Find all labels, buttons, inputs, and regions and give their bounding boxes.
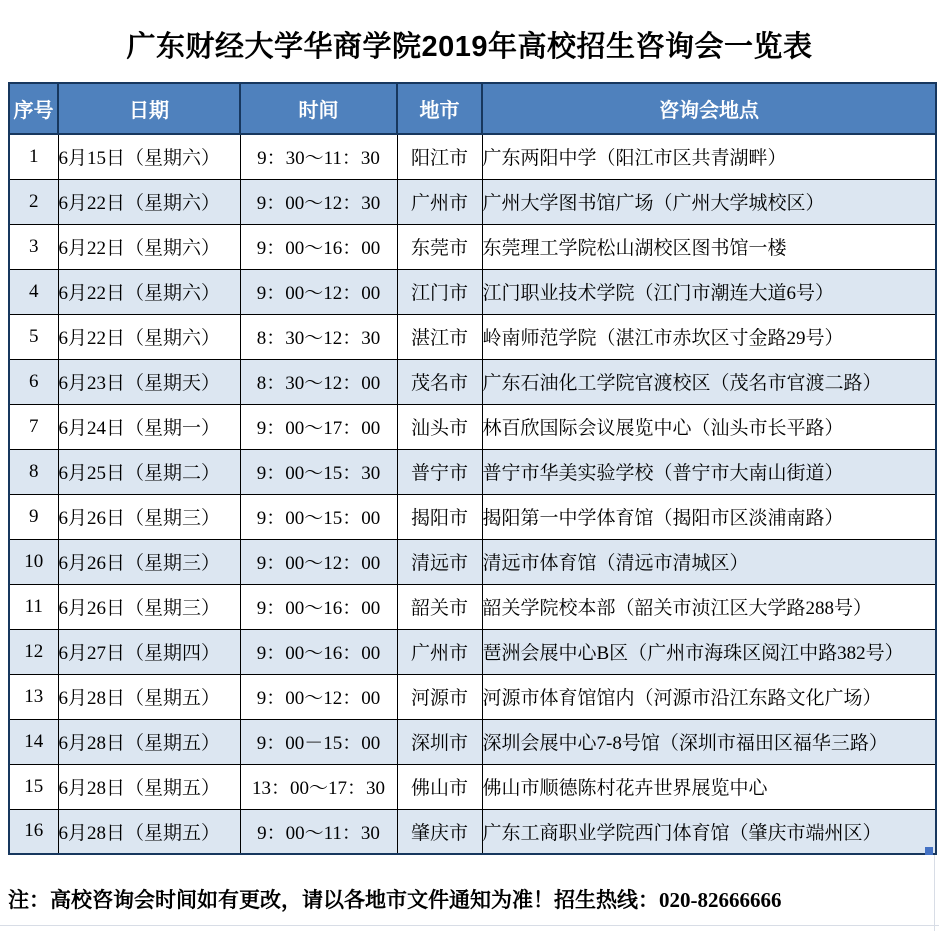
cell-location: 清远市体育馆（清远市清城区） (482, 539, 936, 584)
table-row (9, 584, 936, 629)
cell-index: 10 (9, 539, 58, 584)
cell-time: 9：00～15：30 (240, 449, 397, 494)
cell-location: 广东石油化工学院官渡校区（茂名市官渡二路） (482, 359, 936, 404)
cell-time: 9：00～15：00 (240, 494, 397, 539)
cell-date: 6月25日（星期二） (58, 449, 240, 494)
cell-location: 林百欣国际会议展览中心（汕头市长平路） (482, 404, 936, 449)
cell-location: 广州大学图书馆广场（广州大学城校区） (482, 179, 936, 224)
cell-date: 6月24日（星期一） (58, 404, 240, 449)
cell-city: 佛山市 (397, 764, 482, 809)
cell-date: 6月15日（星期六） (58, 134, 240, 179)
table-row (9, 674, 936, 719)
table-row (9, 719, 936, 764)
table-row (9, 224, 936, 269)
cell-city: 清远市 (397, 539, 482, 584)
cell-time: 9：00～12：00 (240, 539, 397, 584)
cell-index: 13 (9, 674, 58, 719)
cell-index: 3 (9, 224, 58, 269)
cell-city: 河源市 (397, 674, 482, 719)
cell-index: 4 (9, 269, 58, 314)
table-row (9, 809, 936, 854)
cell-index: 8 (9, 449, 58, 494)
cell-date: 6月22日（星期六） (58, 314, 240, 359)
cell-time: 8：30～12：00 (240, 359, 397, 404)
table-row (9, 179, 936, 224)
column-header-index: 序号 (9, 83, 58, 134)
cell-location: 普宁市华美实验学校（普宁市大南山街道） (482, 449, 936, 494)
table-body (9, 134, 936, 854)
table-row (9, 539, 936, 584)
cell-date: 6月22日（星期六） (58, 179, 240, 224)
cell-date: 6月22日（星期六） (58, 269, 240, 314)
cell-location: 琶洲会展中心B区（广州市海珠区阅江中路382号） (482, 629, 936, 674)
page-title: 广东财经大学华商学院2019年高校招生咨询会一览表 (126, 31, 813, 63)
cell-city: 江门市 (397, 269, 482, 314)
cell-city: 湛江市 (397, 314, 482, 359)
cell-location: 广东两阳中学（阳江市区共青湖畔） (482, 134, 936, 179)
cell-time: 9：00～12：00 (240, 674, 397, 719)
cell-time: 9：00～11：30 (240, 809, 397, 854)
cell-city: 东莞市 (397, 224, 482, 269)
cell-location: 韶关学院校本部（韶关市浈江区大学路288号） (482, 584, 936, 629)
cell-index: 2 (9, 179, 58, 224)
cell-location: 深圳会展中心7-8号馆（深圳市福田区福华三路） (482, 719, 936, 764)
cell-time: 9：30～11：30 (240, 134, 397, 179)
table-row (9, 359, 936, 404)
cell-date: 6月26日（星期三） (58, 494, 240, 539)
table-row (9, 404, 936, 449)
spreadsheet-gridline-horizontal (0, 925, 939, 926)
cell-city: 茂名市 (397, 359, 482, 404)
cell-date: 6月27日（星期四） (58, 629, 240, 674)
table-row (9, 449, 936, 494)
cell-index: 6 (9, 359, 58, 404)
cell-date: 6月23日（星期天） (58, 359, 240, 404)
column-header-date: 日期 (58, 83, 240, 134)
cell-city: 韶关市 (397, 584, 482, 629)
schedule-table-wrap (8, 82, 937, 855)
table-row (9, 269, 936, 314)
cell-city: 普宁市 (397, 449, 482, 494)
cell-date: 6月28日（星期五） (58, 674, 240, 719)
cell-date: 6月28日（星期五） (58, 809, 240, 854)
table-row (9, 494, 936, 539)
cell-date: 6月26日（星期三） (58, 584, 240, 629)
footer-note: 注：高校咨询会时间如有更改，请以各地市文件通知为准！招生热线：020-82666666 (8, 888, 782, 912)
cell-index: 9 (9, 494, 58, 539)
cell-time: 13：00～17：30 (240, 764, 397, 809)
cell-location: 佛山市顺德陈村花卉世界展览中心 (482, 764, 936, 809)
cell-location: 江门职业技术学院（江门市潮连大道6号） (482, 269, 936, 314)
table-row (9, 134, 936, 179)
cell-date: 6月26日（星期三） (58, 539, 240, 584)
column-header-time: 时间 (240, 83, 397, 134)
cell-time: 9：00－15：00 (240, 719, 397, 764)
cell-city: 广州市 (397, 629, 482, 674)
cell-city: 阳江市 (397, 134, 482, 179)
cell-city: 肇庆市 (397, 809, 482, 854)
spreadsheet-gridline-vertical (934, 855, 935, 931)
cell-time: 9：00～12：00 (240, 269, 397, 314)
cell-time: 9：00～17：00 (240, 404, 397, 449)
cell-time: 9：00～16：00 (240, 584, 397, 629)
cell-city: 揭阳市 (397, 494, 482, 539)
cell-location: 东莞理工学院松山湖校区图书馆一楼 (482, 224, 936, 269)
cell-index: 12 (9, 629, 58, 674)
cell-index: 11 (9, 584, 58, 629)
cell-city: 深圳市 (397, 719, 482, 764)
cell-location: 揭阳第一中学体育馆（揭阳市区淡浦南路） (482, 494, 936, 539)
table-row (9, 764, 936, 809)
cell-date: 6月28日（星期五） (58, 764, 240, 809)
column-header-city: 地市 (397, 83, 482, 134)
cell-location: 广东工商职业学院西门体育馆（肇庆市端州区） (482, 809, 936, 854)
cell-city: 广州市 (397, 179, 482, 224)
table-row (9, 314, 936, 359)
cell-location: 河源市体育馆馆内（河源市沿江东路文化广场） (482, 674, 936, 719)
cell-time: 8：30～12：30 (240, 314, 397, 359)
cell-index: 15 (9, 764, 58, 809)
cell-index: 16 (9, 809, 58, 854)
cell-index: 7 (9, 404, 58, 449)
cell-time: 9：00～12：30 (240, 179, 397, 224)
cell-time: 9：00～16：00 (240, 629, 397, 674)
cell-index: 5 (9, 314, 58, 359)
cell-city: 汕头市 (397, 404, 482, 449)
header-row (9, 83, 936, 134)
cell-date: 6月22日（星期六） (58, 224, 240, 269)
cell-location: 岭南师范学院（湛江市赤坎区寸金路29号） (482, 314, 936, 359)
cell-date: 6月28日（星期五） (58, 719, 240, 764)
selection-fill-handle[interactable] (925, 847, 933, 855)
column-header-location: 咨询会地点 (482, 83, 936, 134)
cell-index: 14 (9, 719, 58, 764)
table-header (9, 83, 936, 134)
cell-time: 9：00～16：00 (240, 224, 397, 269)
cell-index: 1 (9, 134, 58, 179)
table-row (9, 629, 936, 674)
schedule-table (8, 82, 937, 855)
